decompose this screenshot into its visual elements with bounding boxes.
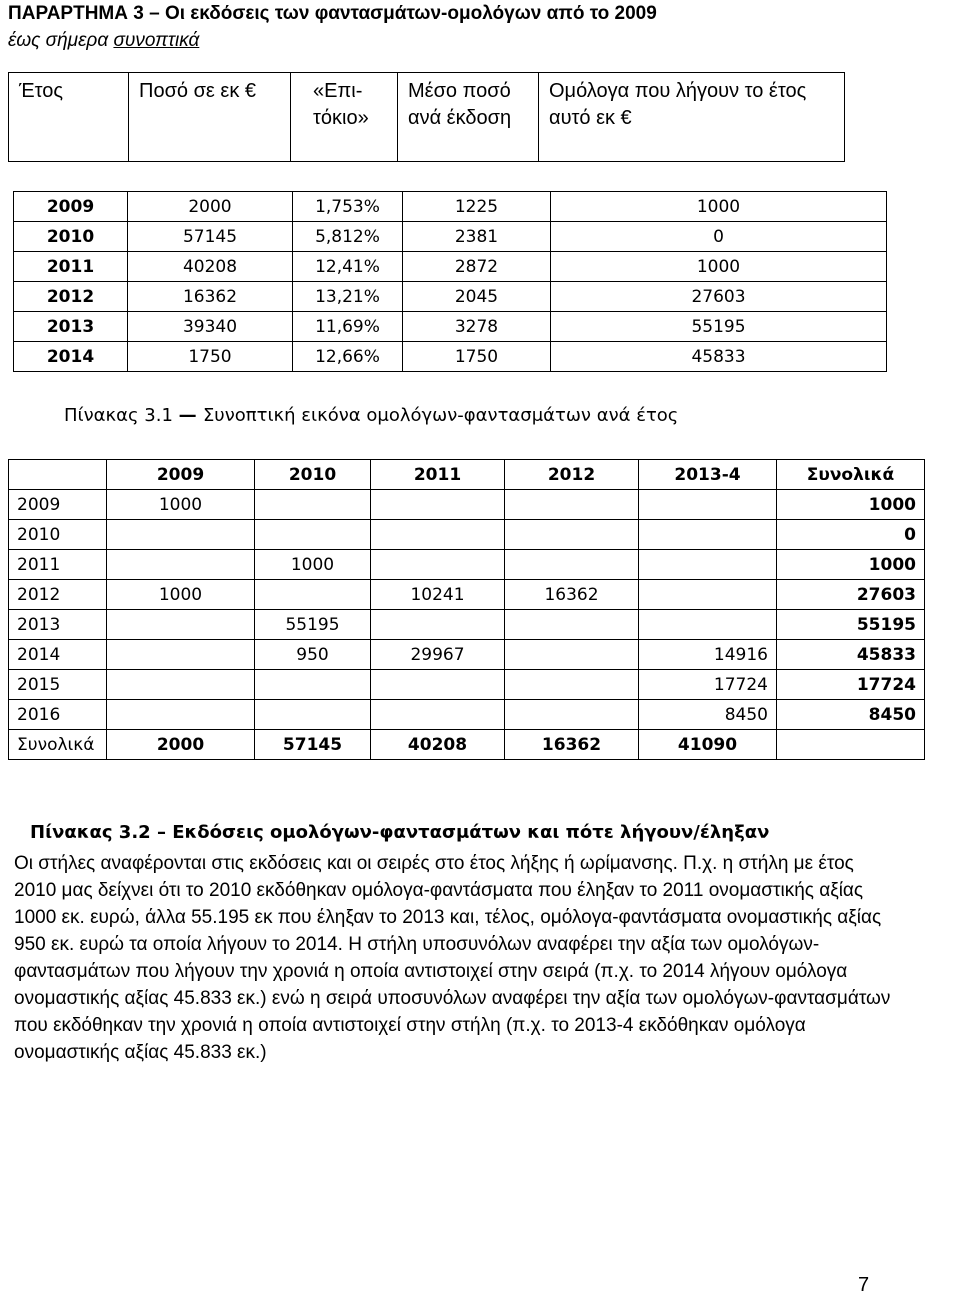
heading-line-1: ΠΑΡΑΡΤΗΜΑ 3 – Οι εκδόσεις των φαντασμάτων-ομολόγων από το 2009 <box>8 3 657 24</box>
table2-header-cell: Συνολικά <box>777 460 925 490</box>
table1-caption-prefix: Πίνακας 3.1 <box>64 405 179 426</box>
maturity-matrix-table <box>8 459 925 760</box>
table1-cell: 1,753% <box>293 192 403 222</box>
table2-row-label: 2013 <box>9 610 107 640</box>
table2-cell <box>255 520 371 550</box>
table1-year-cell: 2014 <box>14 342 128 372</box>
table2-cell: 57145 <box>255 730 371 760</box>
table1-cell: 13,21% <box>293 282 403 312</box>
table1-row <box>14 312 887 342</box>
table2-row <box>9 700 925 730</box>
table2-cell <box>639 610 777 640</box>
table1-cell: 2045 <box>403 282 551 312</box>
table1-cell: 0 <box>551 222 887 252</box>
table1-row <box>14 192 887 222</box>
table2-row <box>9 640 925 670</box>
table1-year-cell: 2009 <box>14 192 128 222</box>
table2-cell <box>639 490 777 520</box>
table2-cell <box>639 520 777 550</box>
table1-cell: 1225 <box>403 192 551 222</box>
table2-cell: 1000 <box>107 490 255 520</box>
table2-row-label: Συνολικά <box>9 730 107 760</box>
table2-cell <box>107 520 255 550</box>
table2-total-row <box>9 730 925 760</box>
table2-cell: 2000 <box>107 730 255 760</box>
table2-row-label: 2012 <box>9 580 107 610</box>
table1-year-cell: 2012 <box>14 282 128 312</box>
table2-row <box>9 610 925 640</box>
table2-cell <box>505 640 639 670</box>
table2-cell: 950 <box>255 640 371 670</box>
table2-total-cell: 17724 <box>777 670 925 700</box>
table2-cell <box>107 670 255 700</box>
table1-cell: 2000 <box>128 192 293 222</box>
table1-header-amount: Ποσό σε εκ € <box>128 72 291 162</box>
table2-cell <box>639 580 777 610</box>
issues-summary-table-body <box>14 192 887 372</box>
table2-cell: 1000 <box>255 550 371 580</box>
table1-cell: 1000 <box>551 252 887 282</box>
table2-cell <box>505 670 639 700</box>
table2-cell <box>371 700 505 730</box>
table2-row <box>9 520 925 550</box>
table2-header-cell: 2013-4 <box>639 460 777 490</box>
table2-cell <box>107 610 255 640</box>
table2-total-cell: 1000 <box>777 550 925 580</box>
table1-row <box>14 252 887 282</box>
table2-cell <box>255 490 371 520</box>
table2-total-cell: 45833 <box>777 640 925 670</box>
table2-cell <box>371 670 505 700</box>
issues-summary-table <box>13 191 887 372</box>
table2-row <box>9 550 925 580</box>
table2-header-row <box>9 460 925 490</box>
table2-cell <box>505 550 639 580</box>
maturity-matrix-table-body <box>9 460 925 760</box>
table1-cell: 5,812% <box>293 222 403 252</box>
table2-row <box>9 580 925 610</box>
table1-cell: 27603 <box>551 282 887 312</box>
table1-cell: 12,41% <box>293 252 403 282</box>
table2-row-label: 2009 <box>9 490 107 520</box>
heading-line-2-underlined: συνοπτικά <box>113 30 200 51</box>
table2-cell: 29967 <box>371 640 505 670</box>
table1-cell: 12,66% <box>293 342 403 372</box>
table2-cell <box>107 640 255 670</box>
table2-cell <box>371 610 505 640</box>
table2-cell <box>255 580 371 610</box>
table2-cell: 40208 <box>371 730 505 760</box>
table2-cell <box>371 490 505 520</box>
table2-cell <box>371 550 505 580</box>
table1-cell: 45833 <box>551 342 887 372</box>
table2-header-cell: 2011 <box>371 460 505 490</box>
table2-cell <box>505 610 639 640</box>
table1-header-avg: Μέσο ποσό ανά έκδοση <box>397 72 539 162</box>
table2-cell <box>107 550 255 580</box>
table2-row-label: 2010 <box>9 520 107 550</box>
heading-line-2-prefix: έως σήμερα <box>8 30 114 51</box>
table2-cell: 10241 <box>371 580 505 610</box>
table2-cell: 8450 <box>639 700 777 730</box>
table2-cell: 41090 <box>639 730 777 760</box>
table2-cell: 16362 <box>505 580 639 610</box>
table1-cell: 16362 <box>128 282 293 312</box>
table2-header-cell: 2009 <box>107 460 255 490</box>
table2-total-cell: 1000 <box>777 490 925 520</box>
table1-cell: 2381 <box>403 222 551 252</box>
table1-caption-text: Συνοπτική εικόνα ομολόγων-φαντασμάτων ανά έτος <box>202 405 679 426</box>
table2-header-cell: 2012 <box>505 460 639 490</box>
table2-total-cell: 27603 <box>777 580 925 610</box>
table1-cell: 39340 <box>128 312 293 342</box>
table1-cell: 3278 <box>403 312 551 342</box>
table1-cell: 11,69% <box>293 312 403 342</box>
table2-cell: 55195 <box>255 610 371 640</box>
table2-row <box>9 670 925 700</box>
table1-cell: 2872 <box>403 252 551 282</box>
table1-cell: 40208 <box>128 252 293 282</box>
table1-row <box>14 222 887 252</box>
table1-cell: 57145 <box>128 222 293 252</box>
table1-row <box>14 342 887 372</box>
page-number: 7 <box>858 1274 870 1296</box>
table2-cell <box>505 700 639 730</box>
table1-cell: 55195 <box>551 312 887 342</box>
table2-row-label: 2014 <box>9 640 107 670</box>
table2-row-label: 2015 <box>9 670 107 700</box>
table2-cell <box>255 670 371 700</box>
table1-header-maturing: Ομόλογα που λήγουν το έτος αυτό εκ € <box>538 72 845 162</box>
table1-cell: 1750 <box>403 342 551 372</box>
table2-cell <box>255 700 371 730</box>
table2-total-cell: 0 <box>777 520 925 550</box>
table2-total-cell: 55195 <box>777 610 925 640</box>
table2-row <box>9 490 925 520</box>
table1-caption-dash: — <box>178 405 203 426</box>
page-heading <box>8 0 948 54</box>
table2-cell: 16362 <box>505 730 639 760</box>
table1-year-cell: 2013 <box>14 312 128 342</box>
table1-row <box>14 282 887 312</box>
table1-caption <box>64 405 678 426</box>
table1-header-rate: «Επι-τόκιο» <box>290 72 398 162</box>
table2-cell: 14916 <box>639 640 777 670</box>
table1-cell: 1000 <box>551 192 887 222</box>
table2-row-label: 2011 <box>9 550 107 580</box>
table2-cell <box>371 520 505 550</box>
table2-header-cell: 2010 <box>255 460 371 490</box>
table2-cell <box>639 550 777 580</box>
explanation-paragraph: Οι στήλες αναφέρονται στις εκδόσεις και οι σειρές στο έτος λήξης ή ωρίμανσης. Π.χ. η στήλη με έτος 2010 μας δείχνει ότι το 2010 εκδόθηκαν ομόλογα-φαντάσματα που έληξαν το 2011 ονομαστικής αξίας 1000 εκ. ευρώ, άλλα 55.195 εκ που έληξαν το 2013 και, τέλος, ομόλογα-φαντάσματα ονομαστικής αξίας 950 εκ. ευρώ τα οποία λήγουν το 2014. Η στήλη υποσυνόλων αναφέρει την αξία των ομολόγων-φαντασμάτων που λήγουν την χρονιά η οποία αντιστοιχεί στην σειρά (π.χ. το 2014 λήγουν ομόλογα ονομαστικής αξίας 45.833 εκ.) ενώ η σειρά υποσυνόλων αναφέρει την αξία των ομολόγων-φαντασμάτων που εκδόθηκαν την χρονιά η οποία αντιστοιχεί στην στήλη (π.χ. το 2013-4 εκδόθηκαν ομόλογα ονομαστικής αξίας 45.833 εκ.) <box>14 853 891 1063</box>
table2-caption: Πίνακας 3.2 – Εκδόσεις ομολόγων-φαντασμάτων και πότε λήγουν/έληξαν <box>30 822 770 843</box>
table2-row-label: 2016 <box>9 700 107 730</box>
table2-cell <box>505 490 639 520</box>
table2-header-cell <box>9 460 107 490</box>
table2-cell: 17724 <box>639 670 777 700</box>
table1-cell: 1750 <box>128 342 293 372</box>
table1-year-cell: 2011 <box>14 252 128 282</box>
heading-line-2 <box>8 27 948 54</box>
table1-year-cell: 2010 <box>14 222 128 252</box>
table2-total-cell <box>777 730 925 760</box>
table2-cell <box>505 520 639 550</box>
table2-total-cell: 8450 <box>777 700 925 730</box>
table2-cell <box>107 700 255 730</box>
table1-header-year: Έτος <box>8 72 129 162</box>
table2-cell: 1000 <box>107 580 255 610</box>
